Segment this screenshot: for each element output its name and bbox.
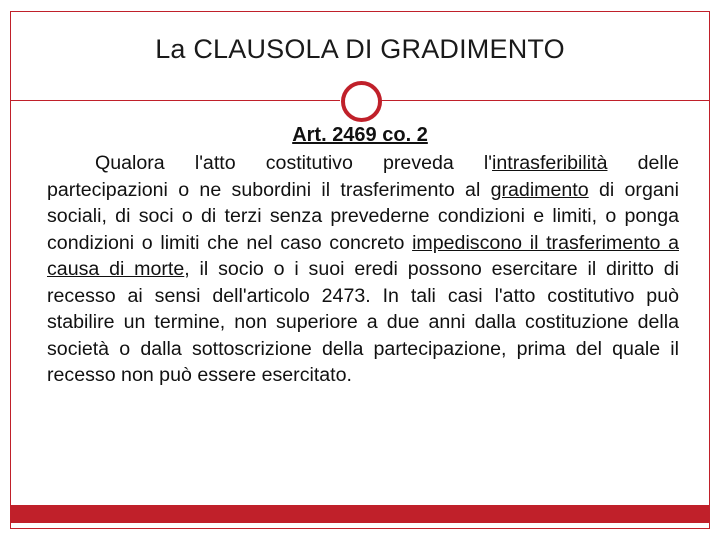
paragraph-text: delle partecipazioni o ne subordini il trasferimento al — [47, 152, 679, 201]
article-heading — [0, 124, 720, 147]
slide-title: La CLAUSOLA DI GRADIMENTO — [155, 34, 565, 64]
paragraph-text: Qualora l'atto costitutivo preveda l' — [95, 152, 493, 174]
circle-ornament-icon — [341, 81, 382, 122]
divider-left — [10, 100, 340, 101]
paragraph-text: , il socio o i suoi eredi possono esercitare il diritto di recesso ai sensi dell'articolo 2473. In tali casi l'atto costitutivo può stabilire un termine, non superiore a due anni dalla costituzione della società o dalla sottoscrizione della partecipazione, prima del quale il recesso non può essere esercitato. — [47, 258, 679, 386]
article-heading-text: Art. 2469 co. 2 — [292, 124, 428, 146]
bottom-accent-bar — [10, 505, 710, 523]
underlined-term: intrasferibilità — [492, 152, 608, 174]
divider-right — [380, 100, 710, 101]
underlined-phrase: impediscono il trasferimento a causa di morte — [47, 231, 679, 280]
article-paragraph — [47, 150, 679, 389]
underlined-term: gradimento — [490, 178, 589, 201]
paragraph-text: di organi sociali, di soci o di terzi senza prevederne condizioni e limiti, o ponga condizioni o limiti che nel caso concreto — [47, 178, 679, 254]
